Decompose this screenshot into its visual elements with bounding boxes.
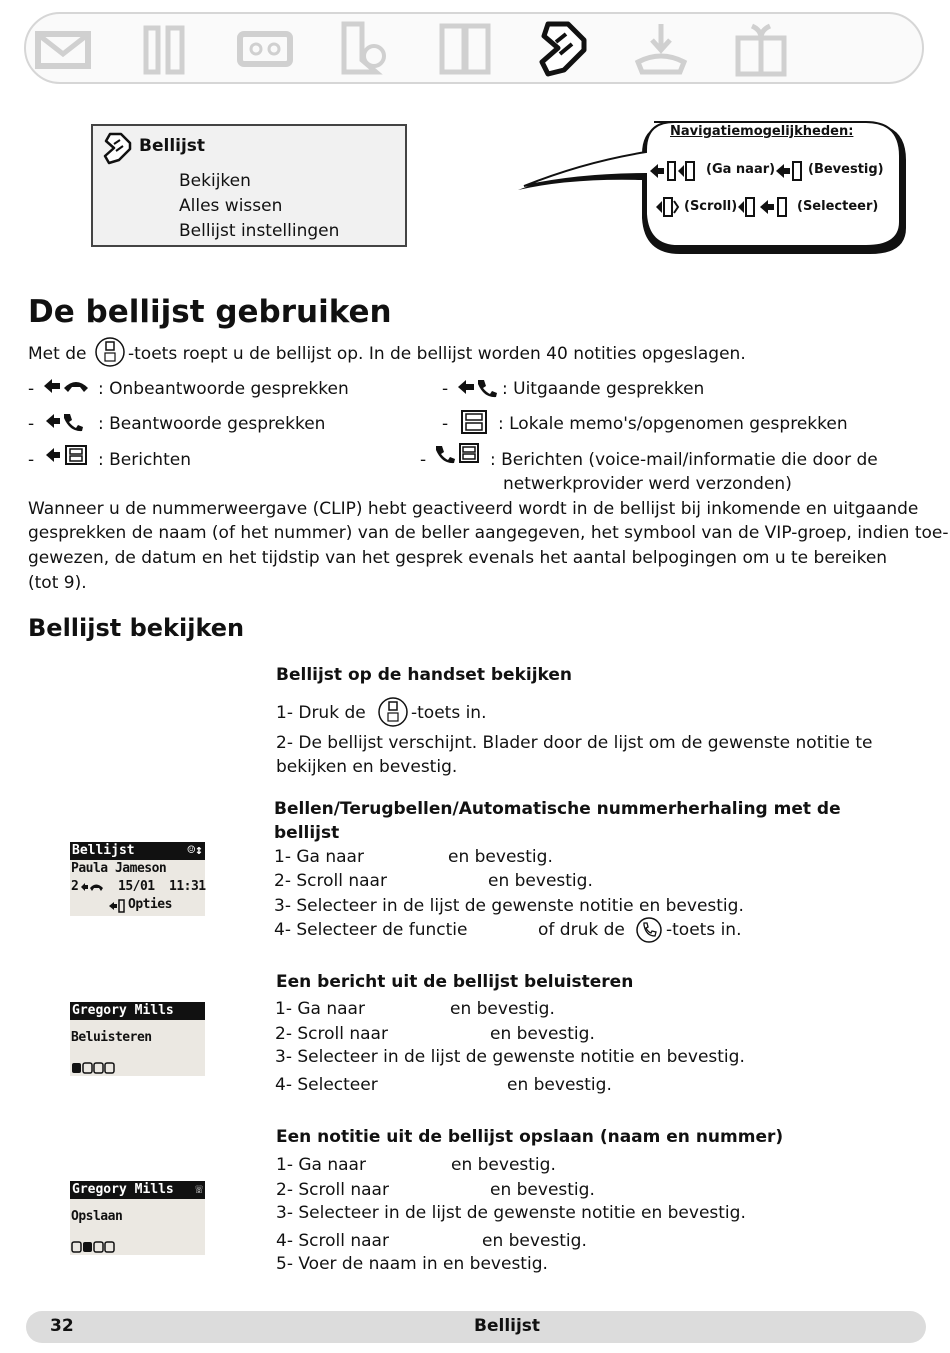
section3-step4-a: 4- Selecteer bbox=[275, 1075, 378, 1095]
scroll-indicator-icon: ☺↕ bbox=[187, 843, 203, 858]
section2-step4-c: -toets in. bbox=[666, 920, 742, 940]
section3-step2-b: en bevestig. bbox=[490, 1024, 595, 1044]
select-key-icon bbox=[736, 195, 792, 219]
legend-dash: - bbox=[28, 414, 35, 434]
section2-step4-a: 4- Selecteer de functie bbox=[274, 920, 468, 940]
section2-title-line1: Bellen/Terugbellen/Automatische nummerherhaling met de bbox=[274, 799, 841, 819]
section1-step1-pre: 1- Druk de bbox=[276, 703, 366, 723]
menu-title: Bellijst bbox=[139, 136, 206, 156]
unanswered-call-icon bbox=[80, 881, 104, 893]
legend-answered: : Beantwoorde gesprekken bbox=[98, 414, 326, 434]
call-key-icon bbox=[635, 916, 663, 944]
screen-title-bar bbox=[70, 1002, 205, 1020]
outgoing-call-icon bbox=[456, 376, 498, 398]
intro-post: -toets roept u de bellijst op. In de bellijst worden 40 notities opgeslagen. bbox=[128, 344, 746, 364]
legend-memo: : Lokale memo's/opgenomen gesprekken bbox=[498, 414, 848, 434]
call-list-icon bbox=[534, 20, 592, 78]
section1-title: Bellijst op de handset bekijken bbox=[276, 665, 573, 685]
page-footer bbox=[26, 1311, 926, 1343]
legend-voicemail-2: netwerkprovider werd verzonden) bbox=[503, 474, 792, 494]
section4-step1-b: en bevestig. bbox=[451, 1155, 556, 1175]
legend-messages: : Berichten bbox=[98, 450, 191, 470]
navigation-balloon bbox=[510, 118, 910, 258]
unanswered-call-icon bbox=[42, 376, 90, 396]
menu-item-alles-wissen[interactable]: Alles wissen bbox=[179, 196, 283, 216]
call-list-icon bbox=[101, 132, 133, 166]
screen-menu-option[interactable]: Beluisteren bbox=[71, 1030, 152, 1045]
handset-arrow-icon bbox=[632, 20, 690, 78]
page-indicator-icon bbox=[71, 1062, 117, 1074]
section4-step5: 5- Voer de naam in en bevestig. bbox=[276, 1254, 548, 1274]
section3-step2-a: 2- Scroll naar bbox=[275, 1024, 388, 1044]
legend-dash: - bbox=[442, 414, 449, 434]
nav-scroll-label: (Scroll) bbox=[684, 199, 738, 214]
section3-step1-a: 1- Ga naar bbox=[275, 999, 365, 1019]
screen-call-count: 2 bbox=[71, 879, 79, 894]
legend-unanswered: : Onbeantwoorde gesprekken bbox=[98, 379, 349, 399]
section1-step2-line1: 2- De bellijst verschijnt. Blader door de lijst om de gewenste notitie te bbox=[276, 733, 873, 753]
section2-step2-b: en bevestig. bbox=[488, 871, 593, 891]
screen-call-time: 11:31 bbox=[169, 879, 206, 894]
screen-menu-option[interactable]: Opslaan bbox=[71, 1209, 123, 1224]
voicemail-icon bbox=[434, 442, 480, 464]
section3-step4-b: en bevestig. bbox=[507, 1075, 612, 1095]
screen-title: Gregory Mills bbox=[72, 1182, 174, 1197]
navigation-title: Navigatiemogelijkheden: bbox=[670, 124, 854, 139]
screen-call-date: 15/01 bbox=[118, 879, 155, 894]
legend-dash: - bbox=[442, 379, 449, 399]
phone-clock-icon bbox=[336, 20, 394, 78]
clip-paragraph-line-2: gesprekken de naam (of het nummer) van de beller aangegeven, het symbool van de VIP-groep, indien toe- bbox=[28, 523, 949, 543]
section3-title: Een bericht uit de bellijst beluisteren bbox=[276, 972, 634, 992]
screen-title-bar bbox=[70, 842, 205, 860]
gift-icon bbox=[732, 20, 790, 78]
top-icon-bar bbox=[24, 12, 924, 84]
section4-title: Een notitie uit de bellijst opslaan (naam en nummer) bbox=[276, 1127, 784, 1147]
confirm-key-icon bbox=[108, 899, 126, 913]
section2-step2-a: 2- Scroll naar bbox=[274, 871, 387, 891]
legend-dash: - bbox=[28, 450, 35, 470]
handset-screen-listen bbox=[70, 1002, 205, 1076]
section4-step4-a: 4- Scroll naar bbox=[276, 1231, 389, 1251]
legend-outgoing: : Uitgaande gesprekken bbox=[502, 379, 705, 399]
message-icon bbox=[44, 444, 88, 466]
legend-dash: - bbox=[420, 450, 427, 470]
screen-title: Gregory Mills bbox=[72, 1003, 174, 1018]
section2-step1-b: en bevestig. bbox=[448, 847, 553, 867]
section1-step2-line2: bekijken en bevestig. bbox=[276, 757, 458, 777]
menu-item-instellingen[interactable]: Bellijst instellingen bbox=[179, 221, 340, 241]
section3-step3: 3- Selecteer in de lijst de gewenste notitie en bevestig. bbox=[275, 1047, 745, 1067]
section3-step1-b: en bevestig. bbox=[450, 999, 555, 1019]
legend-voicemail-1: : Berichten (voice-mail/informatie die door de bbox=[490, 450, 878, 470]
call-list-key-icon bbox=[377, 696, 409, 728]
nav-confirm-label: (Bevestig) bbox=[808, 162, 884, 177]
clip-paragraph-line-4: (tot 9). bbox=[28, 573, 87, 593]
clip-paragraph-line-1: Wanneer u de nummerweergave (CLIP) hebt geactiveerd wordt in de bellijst bij inkomende en uitgaande bbox=[28, 499, 919, 519]
page-heading: De bellijst gebruiken bbox=[28, 294, 392, 330]
nav-goto-label: (Ga naar) bbox=[706, 162, 776, 177]
section4-step2-a: 2- Scroll naar bbox=[276, 1180, 389, 1200]
cassette-icon bbox=[236, 20, 294, 78]
screen-caller-name: Paula Jameson bbox=[71, 861, 167, 876]
handset-screen-save bbox=[70, 1181, 205, 1255]
clip-paragraph-line-3: gewezen, de datum en het tijdstip van het gesprek evenals het aantal belpogingen om u te bereiken bbox=[28, 548, 888, 568]
section1-step1-post: -toets in. bbox=[411, 703, 487, 723]
phonebook-small-icon: ☏ bbox=[195, 1182, 203, 1197]
nav-select-label: (Selecteer) bbox=[797, 199, 879, 214]
section4-step1-a: 1- Ga naar bbox=[276, 1155, 366, 1175]
section-heading: Bellijst bekijken bbox=[28, 614, 245, 642]
footer-title: Bellijst bbox=[474, 1316, 541, 1336]
answered-call-icon bbox=[44, 410, 84, 432]
envelope-icon bbox=[34, 20, 92, 78]
left-right-key-icon bbox=[648, 159, 702, 183]
screen-title-bar bbox=[70, 1181, 205, 1199]
confirm-key-icon bbox=[774, 159, 804, 183]
section4-step2-b: en bevestig. bbox=[490, 1180, 595, 1200]
section2-step3: 3- Selecteer in de lijst de gewenste notitie en bevestig. bbox=[274, 896, 744, 916]
screen-title: Bellijst bbox=[72, 843, 135, 858]
page-indicator-icon bbox=[71, 1241, 117, 1253]
menu-box bbox=[91, 124, 407, 247]
phonebook-icon bbox=[436, 20, 494, 78]
legend-dash: - bbox=[28, 379, 35, 399]
handset-screen-call-list bbox=[70, 842, 205, 916]
section4-step3: 3- Selecteer in de lijst de gewenste notitie en bevestig. bbox=[276, 1203, 746, 1223]
section2-title-line2: bellijst bbox=[274, 823, 340, 843]
memo-icon bbox=[460, 409, 488, 435]
section2-step4-b: of druk de bbox=[538, 920, 625, 940]
scroll-key-icon bbox=[654, 195, 680, 219]
screen-options-label[interactable]: Opties bbox=[128, 897, 172, 912]
page-number: 32 bbox=[50, 1316, 74, 1336]
section4-step4-b: en bevestig. bbox=[482, 1231, 587, 1251]
intro-pre: Met de bbox=[28, 344, 87, 364]
call-list-key-icon bbox=[94, 336, 126, 368]
menu-item-bekijken[interactable]: Bekijken bbox=[179, 171, 251, 191]
tools-icon bbox=[136, 20, 194, 78]
section2-step1-a: 1- Ga naar bbox=[274, 847, 364, 867]
